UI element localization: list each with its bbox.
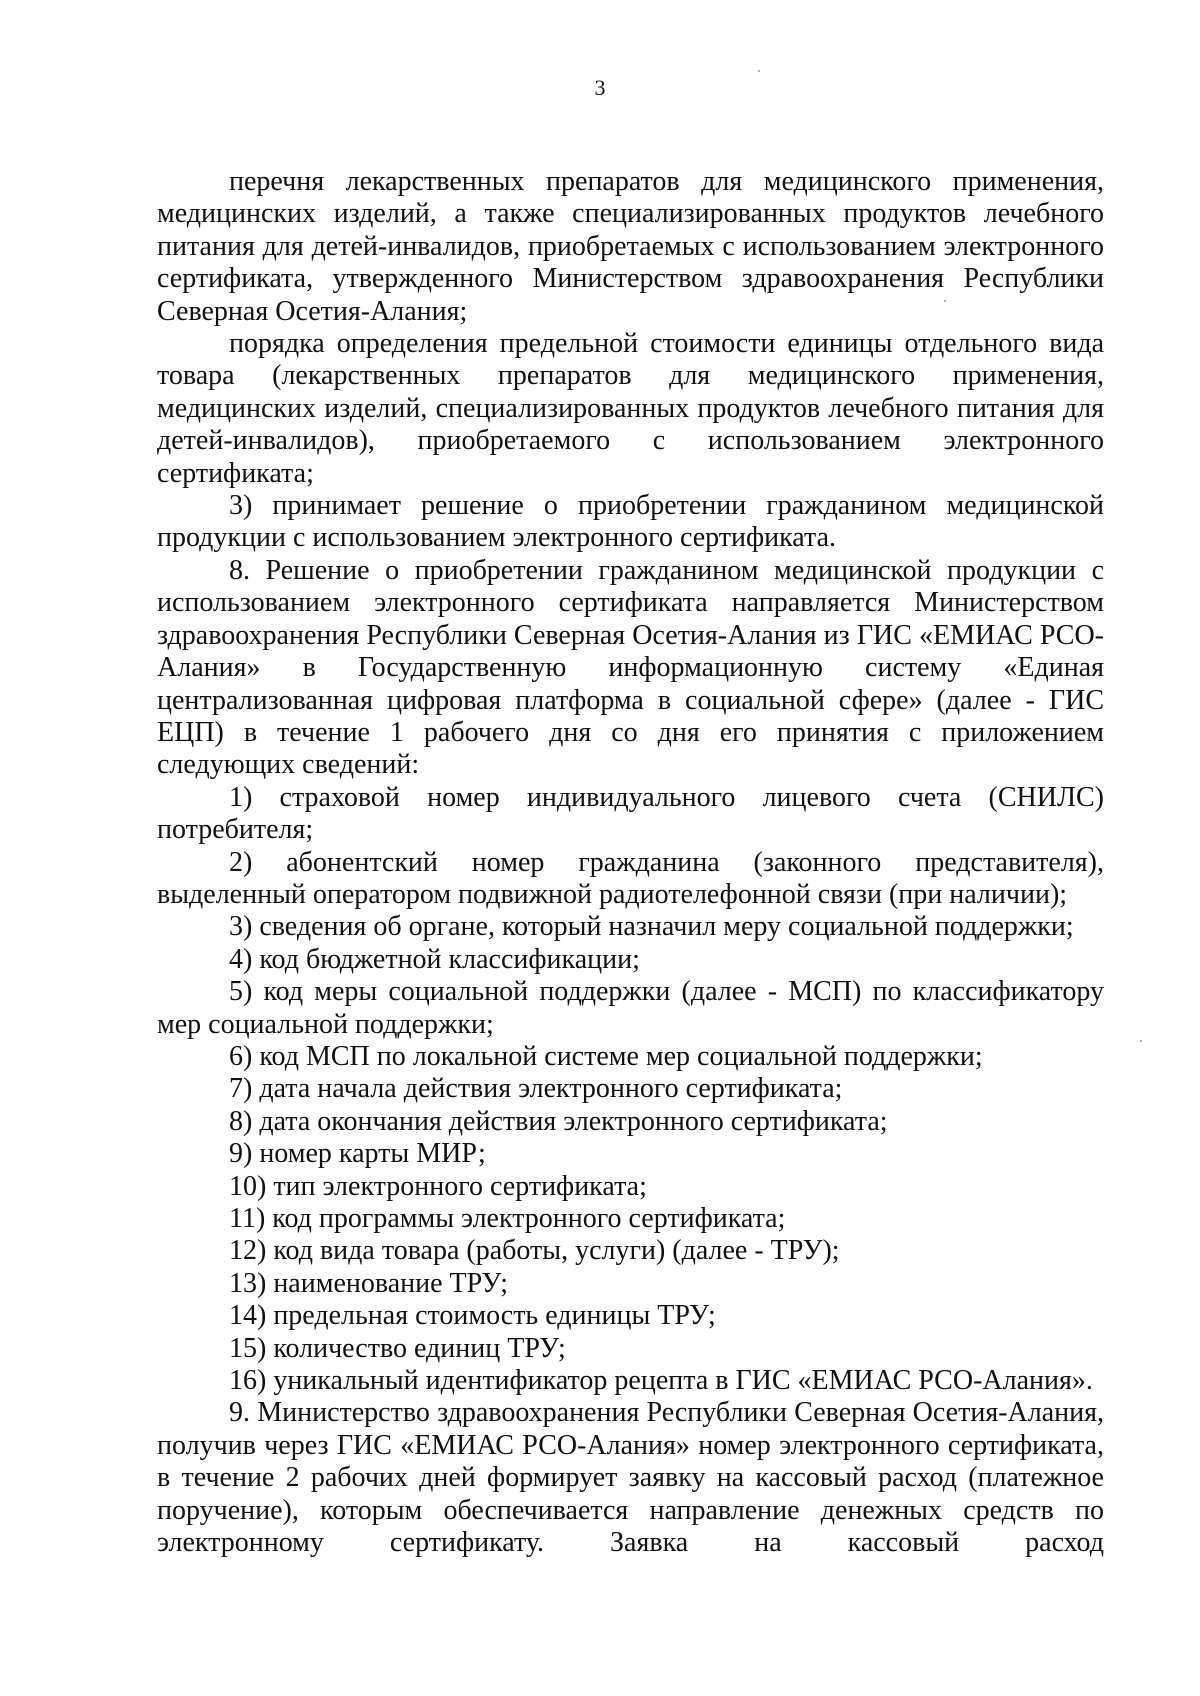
scan-speck: [944, 300, 946, 302]
list-item-16-prescription-id: 16) уникальный идентификатор рецепта в ГИС «ЕМИАС РСО-Алания».: [229, 1365, 1093, 1397]
list-item-7-start-date: 7) дата начала действия электронного сертификата;: [229, 1073, 843, 1105]
paragraph-item-3-decision: 3) принимает решение о приобретении гражданином медицинской продукции с использованием электронного сертификата.: [157, 490, 1104, 554]
scan-speck: [1140, 1040, 1142, 1042]
list-item-1-snils: 1) страховой номер индивидуального лицевого счета (СНИЛС) потребителя;: [157, 781, 1104, 846]
document-text: [157, 166, 1104, 1559]
list-item-8-end-date: 8) дата окончания действия электронного сертификата;: [229, 1105, 888, 1137]
list-item-10-cert-type: 10) тип электронного сертификата;: [229, 1170, 647, 1202]
list-item-5-msp-code: 5) код меры социальной поддержки (далее - МСП) по классификатору мер социальной поддержки;: [157, 976, 1104, 1040]
paragraph-max-cost-procedure: порядка определения предельной стоимости единицы отдельного вида товара (лекарственных препаратов для медицинского применения, медицинских изделий, специализированных продуктов лечебного питания для детей-инвалидов), приобретаемого с использованием электронного сертификата;: [157, 328, 1104, 489]
scan-speck: [758, 70, 760, 72]
page-number: 3: [594, 75, 606, 100]
list-item-13-tru-name: 13) наименование ТРУ;: [229, 1267, 509, 1299]
list-item-6-local-msp-code: 6) код МСП по локальной системе мер социальной поддержки;: [229, 1040, 983, 1072]
list-item-4-budget-code: 4) код бюджетной классификации;: [229, 943, 640, 975]
list-item-12-tru-code: 12) код вида товара (работы, услуги) (далее - ТРУ);: [229, 1235, 840, 1267]
list-item-15-quantity: 15) количество единиц ТРУ;: [229, 1332, 566, 1364]
list-item-11-program-code: 11) код программы электронного сертификата;: [229, 1203, 786, 1234]
list-item-3-authority: 3) сведения об органе, который назначил меру социальной поддержки;: [229, 911, 1074, 943]
paragraph-drug-list: перечня лекарственных препаратов для медицинского применения, медицинских изделий, а также специализированных продуктов лечебного питания для детей-инвалидов, приобретаемых с использованием электронного сертификата, утвержденного Министерством здравоохранения Республики Северная Осетия-Алания;: [157, 166, 1104, 327]
paragraph-section-9: 9. Министерство здравоохранения Республики Северная Осетия-Алания, получив через ГИС «ЕМИАС РСО-Алания» номер электронного сертификата, в течение 2 рабочих дней формирует заявку на кассовый расход (платежное поручение), которым обеспечивается направление денежных средств по электронному сертификату. Заявка на кассовый расход: [157, 1397, 1104, 1559]
list-item-2-phone: 2) абонентский номер гражданина (законного представителя), выделенный оператором подвижной радиотелефонной связи (при наличии);: [157, 846, 1104, 910]
list-item-14-unit-cost: 14) предельная стоимость единицы ТРУ;: [229, 1300, 716, 1332]
list-item-9-mir-card: 9) номер карты МИР;: [229, 1138, 486, 1170]
paragraph-section-8: 8. Решение о приобретении гражданином медицинской продукции с использованием электронного сертификата направляется Министерством здравоохранения Республики Северная Осетия-Алания из ГИС «ЕМИАС РСО-Алания» в Государственную информационную систему «Единая централизованная цифровая платформа в социальной сфере» (далее - ГИС ЕЦП) в течение 1 рабочего дня со дня его принятия с приложением следующих сведений:: [157, 554, 1104, 781]
